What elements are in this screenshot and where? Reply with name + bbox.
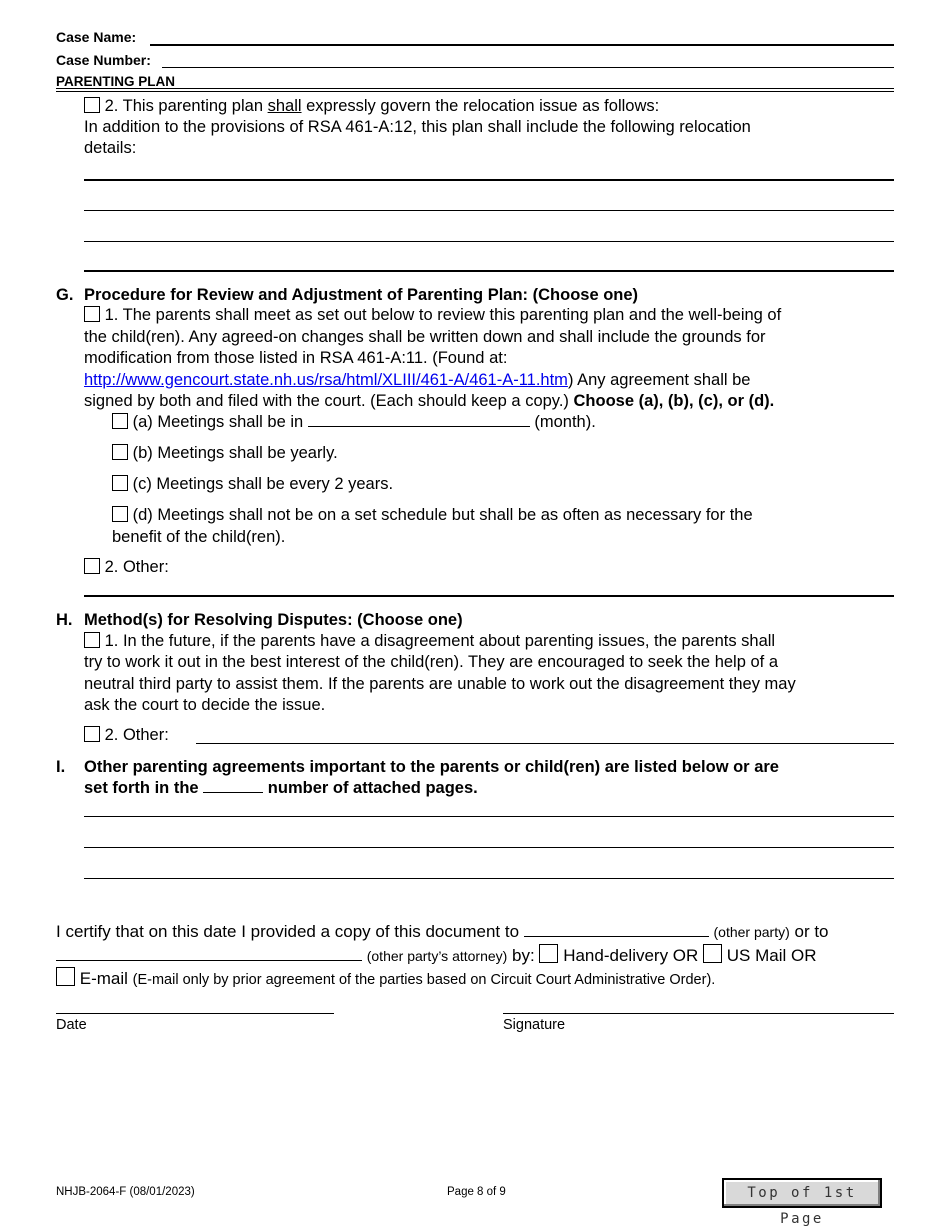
page-number: Page 8 of 9	[447, 1186, 506, 1198]
date-label: Date	[56, 1017, 87, 1033]
section-g-other-line[interactable]	[84, 595, 894, 597]
section-g-option-b: (b) Meetings shall be yearly.	[112, 443, 338, 464]
section-i-letter: I.	[56, 758, 66, 776]
relocation-details-line-2[interactable]	[84, 210, 894, 211]
section-g-item-1-checkbox[interactable]	[84, 306, 100, 322]
signature-label: Signature	[503, 1017, 566, 1033]
us-mail-checkbox[interactable]	[703, 944, 722, 963]
document-title: PARENTING PLAN	[56, 74, 176, 89]
section-h-item-2-checkbox[interactable]	[84, 726, 100, 742]
section-h-other-line[interactable]	[196, 743, 894, 744]
section-h-item-1-checkbox[interactable]	[84, 632, 100, 648]
option-a-checkbox[interactable]	[112, 413, 128, 429]
section-h-item-2: 2. Other:	[84, 725, 169, 746]
top-of-first-page-button[interactable]: Top of 1st Page	[722, 1178, 882, 1208]
relocation-item-2-checkbox[interactable]	[84, 97, 100, 113]
email-checkbox[interactable]	[56, 967, 75, 986]
section-g-option-d: (d) Meetings shall not be on a set schedule but shall be as often as necessary for the benefit of the child(ren).	[112, 506, 753, 546]
section-i-line-2[interactable]	[84, 847, 894, 848]
relocation-details-line-4[interactable]	[84, 270, 894, 272]
section-i-text: Other parenting agreements important to the parents or child(ren) are listed below or are set forth in the number of attached pages.	[84, 758, 779, 797]
attorney-field[interactable]	[56, 960, 362, 961]
date-line[interactable]	[56, 1013, 334, 1014]
certification: I certify that on this date I provided a copy of this document to (other party) or to (other party’s attorney) by: Hand-delivery OR US Mail OR E-mail (E-mail only by prior agreement of the parties based on Circuit Court Administrative Order).	[56, 922, 829, 988]
section-h-letter: H.	[56, 611, 73, 629]
case-name-label: Case Name:	[56, 29, 137, 45]
relocation-details-line-1[interactable]	[84, 179, 894, 181]
section-i-line-3[interactable]	[84, 878, 894, 879]
section-g-letter: G.	[56, 286, 74, 304]
section-g-item-1: 1. The parents shall meet as set out below to review this parenting plan and the well-being of the child(ren). Any agreed-on changes shall be written down and shall include the grounds for modification from those listed in RSA 461-A:11. (Found at: http://www.gencourt.state.nh.us/rsa/html/XLIII/461-A/461-A-11.htm) Any agreement shall be signed by both and filed with the court. (Each should keep a copy.) Choose (a), (b), (c), or (d).	[84, 306, 782, 410]
other-party-field[interactable]	[524, 936, 709, 937]
month-field[interactable]	[308, 426, 530, 427]
case-name-field[interactable]	[150, 44, 894, 46]
case-number-field[interactable]	[162, 67, 894, 68]
rsa-link[interactable]: http://www.gencourt.state.nh.us/rsa/html/XLIII/461-A/461-A-11.htm	[84, 370, 568, 389]
hand-delivery-checkbox[interactable]	[539, 944, 558, 963]
option-c-checkbox[interactable]	[112, 475, 128, 491]
relocation-details-line-3[interactable]	[84, 241, 894, 242]
attached-pages-field[interactable]	[203, 792, 263, 793]
section-h-title: Method(s) for Resolving Disputes: (Choose one)	[84, 611, 463, 629]
section-g-option-c: (c) Meetings shall be every 2 years.	[112, 474, 393, 495]
relocation-item-2: 2. This parenting plan shall expressly govern the relocation issue as follows: In addition to the provisions of RSA 461-A:12, this plan shall include the following relocation details:	[84, 97, 751, 157]
form-id: NHJB-2064-F (08/01/2023)	[56, 1186, 195, 1198]
section-g-item-2: 2. Other:	[84, 557, 169, 578]
option-b-checkbox[interactable]	[112, 444, 128, 460]
section-g-option-a: (a) Meetings shall be in (month).	[112, 412, 596, 433]
section-i-line-1[interactable]	[84, 816, 894, 817]
option-d-checkbox[interactable]	[112, 506, 128, 522]
section-g-title: Procedure for Review and Adjustment of Parenting Plan: (Choose one)	[84, 286, 639, 304]
signature-line[interactable]	[503, 1013, 894, 1014]
section-h-item-1: 1. In the future, if the parents have a disagreement about parenting issues, the parents shall try to work it out in the best interest of the child(ren). They are encouraged to seek the help of a neutral third party to assist them. If the parents are unable to work out the disagreement they may ask the court to decide the issue.	[84, 632, 796, 714]
header-divider	[56, 88, 894, 89]
section-g-item-2-checkbox[interactable]	[84, 558, 100, 574]
header-divider-2	[56, 91, 894, 92]
case-number-label: Case Number:	[56, 52, 151, 68]
